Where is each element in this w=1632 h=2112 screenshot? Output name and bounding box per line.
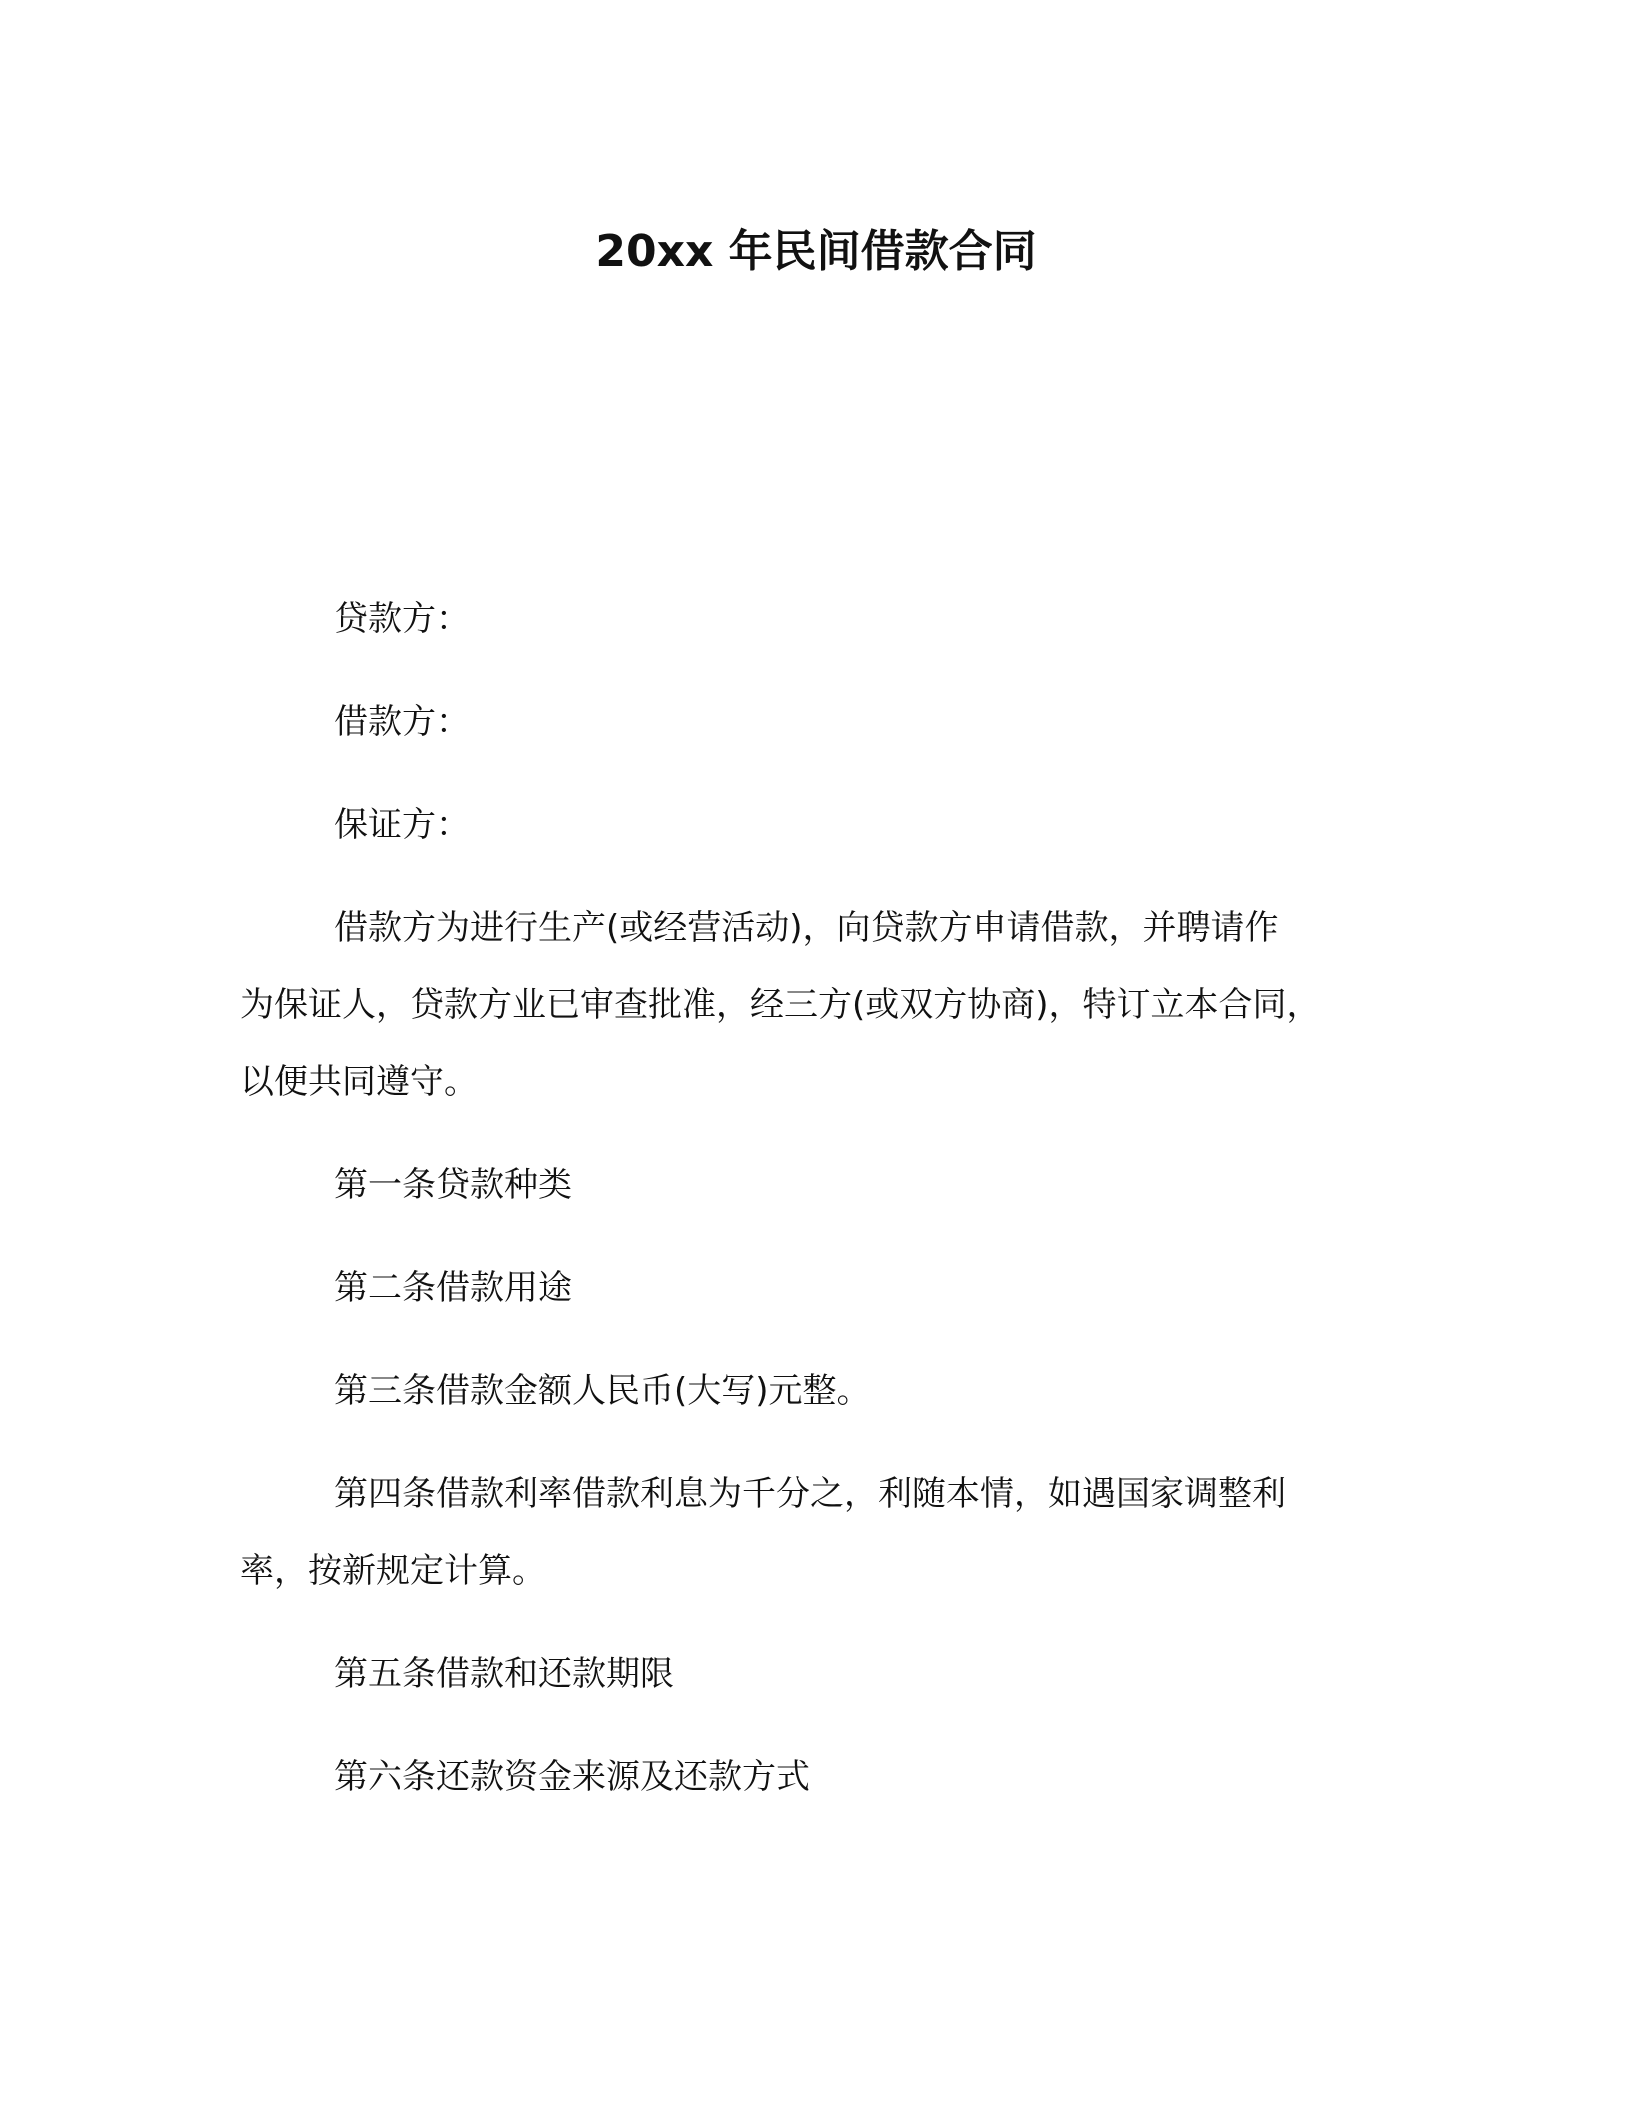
borrower-label: 借款方： — [334, 702, 470, 742]
article-1: 第一条贷款种类 — [334, 1165, 572, 1205]
article-4-line-2: 率，按新规定计算。 — [240, 1551, 546, 1591]
intro-line-2: 为保证人，贷款方业已审查批准，经三方(或双方协商)，特订立本合同， — [240, 985, 1321, 1025]
document-title: 20xx 年民间借款合同 — [595, 226, 1037, 277]
article-4-line-1: 第四条借款利率借款利息为千分之，利随本情，如遇国家调整利 — [334, 1474, 1286, 1514]
lender-label: 贷款方： — [334, 599, 470, 639]
intro-line-3: 以便共同遵守。 — [240, 1062, 478, 1102]
article-6: 第六条还款资金来源及还款方式 — [334, 1757, 810, 1797]
guarantor-label: 保证方： — [334, 805, 470, 845]
article-2: 第二条借款用途 — [334, 1268, 572, 1308]
intro-line-1: 借款方为进行生产(或经营活动)，向贷款方申请借款，并聘请作 — [334, 908, 1279, 948]
article-5: 第五条借款和还款期限 — [334, 1654, 674, 1694]
article-3: 第三条借款金额人民币(大写)元整。 — [334, 1371, 871, 1411]
